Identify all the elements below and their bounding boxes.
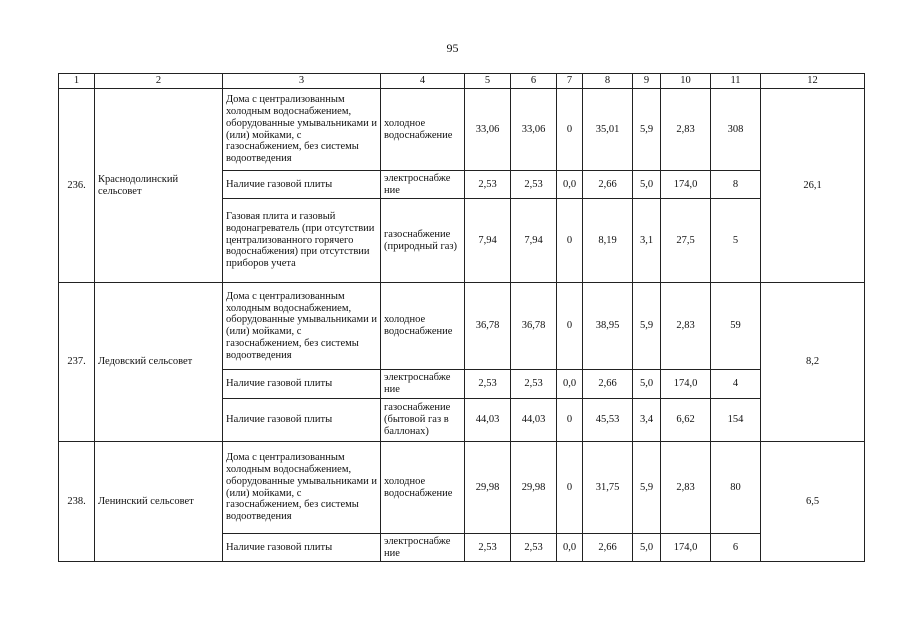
utility-service: электроснабже ние bbox=[381, 370, 465, 399]
value-cell: 45,53 bbox=[583, 399, 633, 442]
value-cell: 80 bbox=[711, 442, 761, 534]
value-cell: 4 bbox=[711, 370, 761, 399]
col-header: 1 bbox=[59, 74, 95, 89]
value-cell: 5,9 bbox=[633, 442, 661, 534]
value-cell: 36,78 bbox=[465, 283, 511, 370]
housing-description: Наличие газовой плиты bbox=[223, 171, 381, 199]
value-cell: 8,19 bbox=[583, 199, 633, 283]
value-cell: 29,98 bbox=[465, 442, 511, 534]
value-cell: 2,53 bbox=[511, 534, 557, 562]
table-row bbox=[59, 283, 865, 370]
value-cell: 2,66 bbox=[583, 171, 633, 199]
table-row bbox=[59, 442, 865, 534]
value-cell: 5,0 bbox=[633, 171, 661, 199]
total-value: 26,1 bbox=[761, 89, 865, 283]
value-cell: 174,0 bbox=[661, 534, 711, 562]
value-cell: 174,0 bbox=[661, 171, 711, 199]
page-number: 95 bbox=[446, 41, 459, 55]
value-cell: 174,0 bbox=[661, 370, 711, 399]
value-cell: 2,66 bbox=[583, 370, 633, 399]
value-cell: 33,06 bbox=[465, 89, 511, 171]
value-cell: 0 bbox=[557, 283, 583, 370]
col-header: 3 bbox=[223, 74, 381, 89]
housing-description: Дома с централизованным холодным водоснабжением, оборудованные умывальниками и (или) мойками, с газоснабжением, без системы водоотведения bbox=[223, 442, 381, 534]
housing-description: Дома с централизованным холодным водоснабжением, оборудованные умывальниками и (или) мойками, с газоснабжением, без системы водоотведения bbox=[223, 283, 381, 370]
value-cell: 154 bbox=[711, 399, 761, 442]
total-value: 8,2 bbox=[761, 283, 865, 442]
value-cell: 3,4 bbox=[633, 399, 661, 442]
value-cell: 5 bbox=[711, 199, 761, 283]
col-header: 2 bbox=[95, 74, 223, 89]
col-header: 10 bbox=[661, 74, 711, 89]
settlement-name: Ленинский сельсовет bbox=[95, 442, 223, 562]
value-cell: 7,94 bbox=[511, 199, 557, 283]
value-cell: 35,01 bbox=[583, 89, 633, 171]
value-cell: 0 bbox=[557, 442, 583, 534]
housing-description: Наличие газовой плиты bbox=[223, 370, 381, 399]
value-cell: 27,5 bbox=[661, 199, 711, 283]
value-cell: 3,1 bbox=[633, 199, 661, 283]
col-header: 4 bbox=[381, 74, 465, 89]
value-cell: 0,0 bbox=[557, 370, 583, 399]
value-cell: 5,0 bbox=[633, 534, 661, 562]
settlement-name: Ледовский сельсовет bbox=[95, 283, 223, 442]
value-cell: 6,62 bbox=[661, 399, 711, 442]
housing-description: Наличие газовой плиты bbox=[223, 399, 381, 442]
utility-service: холодное водоснабжение bbox=[381, 442, 465, 534]
col-header: 7 bbox=[557, 74, 583, 89]
value-cell: 0,0 bbox=[557, 171, 583, 199]
value-cell: 2,53 bbox=[465, 171, 511, 199]
value-cell: 5,0 bbox=[633, 370, 661, 399]
row-number: 236. bbox=[59, 89, 95, 283]
value-cell: 0 bbox=[557, 399, 583, 442]
value-cell: 44,03 bbox=[511, 399, 557, 442]
utility-service: холодное водоснабжение bbox=[381, 89, 465, 171]
utility-service: холодное водоснабжение bbox=[381, 283, 465, 370]
col-header: 11 bbox=[711, 74, 761, 89]
col-header: 8 bbox=[583, 74, 633, 89]
value-cell: 33,06 bbox=[511, 89, 557, 171]
housing-description: Дома с централизованным холодным водоснабжением, оборудованные умывальниками и (или) мойками, с газоснабжением, без системы водоотведения bbox=[223, 89, 381, 171]
value-cell: 2,83 bbox=[661, 442, 711, 534]
value-cell: 36,78 bbox=[511, 283, 557, 370]
value-cell: 2,53 bbox=[511, 370, 557, 399]
value-cell: 2,83 bbox=[661, 283, 711, 370]
value-cell: 2,83 bbox=[661, 89, 711, 171]
housing-description: Наличие газовой плиты bbox=[223, 534, 381, 562]
header-row bbox=[59, 74, 865, 89]
value-cell: 8 bbox=[711, 171, 761, 199]
housing-description: Газовая плита и газовый водонагреватель (при отсутствии централизованного горячего водоснабжения) при отсутствии приборов учета bbox=[223, 199, 381, 283]
value-cell: 2,66 bbox=[583, 534, 633, 562]
value-cell: 2,53 bbox=[465, 370, 511, 399]
row-number: 238. bbox=[59, 442, 95, 562]
value-cell: 44,03 bbox=[465, 399, 511, 442]
utility-service: электроснабже ние bbox=[381, 171, 465, 199]
utility-service: газоснабжение (бытовой газ в баллонах) bbox=[381, 399, 465, 442]
value-cell: 5,9 bbox=[633, 89, 661, 171]
total-value: 6,5 bbox=[761, 442, 865, 562]
value-cell: 6 bbox=[711, 534, 761, 562]
value-cell: 38,95 bbox=[583, 283, 633, 370]
value-cell: 31,75 bbox=[583, 442, 633, 534]
utility-service: газоснабжение (природный газ) bbox=[381, 199, 465, 283]
value-cell: 29,98 bbox=[511, 442, 557, 534]
row-number: 237. bbox=[59, 283, 95, 442]
value-cell: 5,9 bbox=[633, 283, 661, 370]
value-cell: 0,0 bbox=[557, 534, 583, 562]
value-cell: 308 bbox=[711, 89, 761, 171]
settlement-name: Краснодолинский сельсовет bbox=[95, 89, 223, 283]
col-header: 5 bbox=[465, 74, 511, 89]
col-header: 12 bbox=[761, 74, 865, 89]
value-cell: 2,53 bbox=[465, 534, 511, 562]
value-cell: 59 bbox=[711, 283, 761, 370]
value-cell: 0 bbox=[557, 89, 583, 171]
col-header: 9 bbox=[633, 74, 661, 89]
tariff-table bbox=[58, 73, 865, 562]
utility-service: электроснабже ние bbox=[381, 534, 465, 562]
table-row bbox=[59, 89, 865, 171]
value-cell: 0 bbox=[557, 199, 583, 283]
value-cell: 7,94 bbox=[465, 199, 511, 283]
col-header: 6 bbox=[511, 74, 557, 89]
value-cell: 2,53 bbox=[511, 171, 557, 199]
